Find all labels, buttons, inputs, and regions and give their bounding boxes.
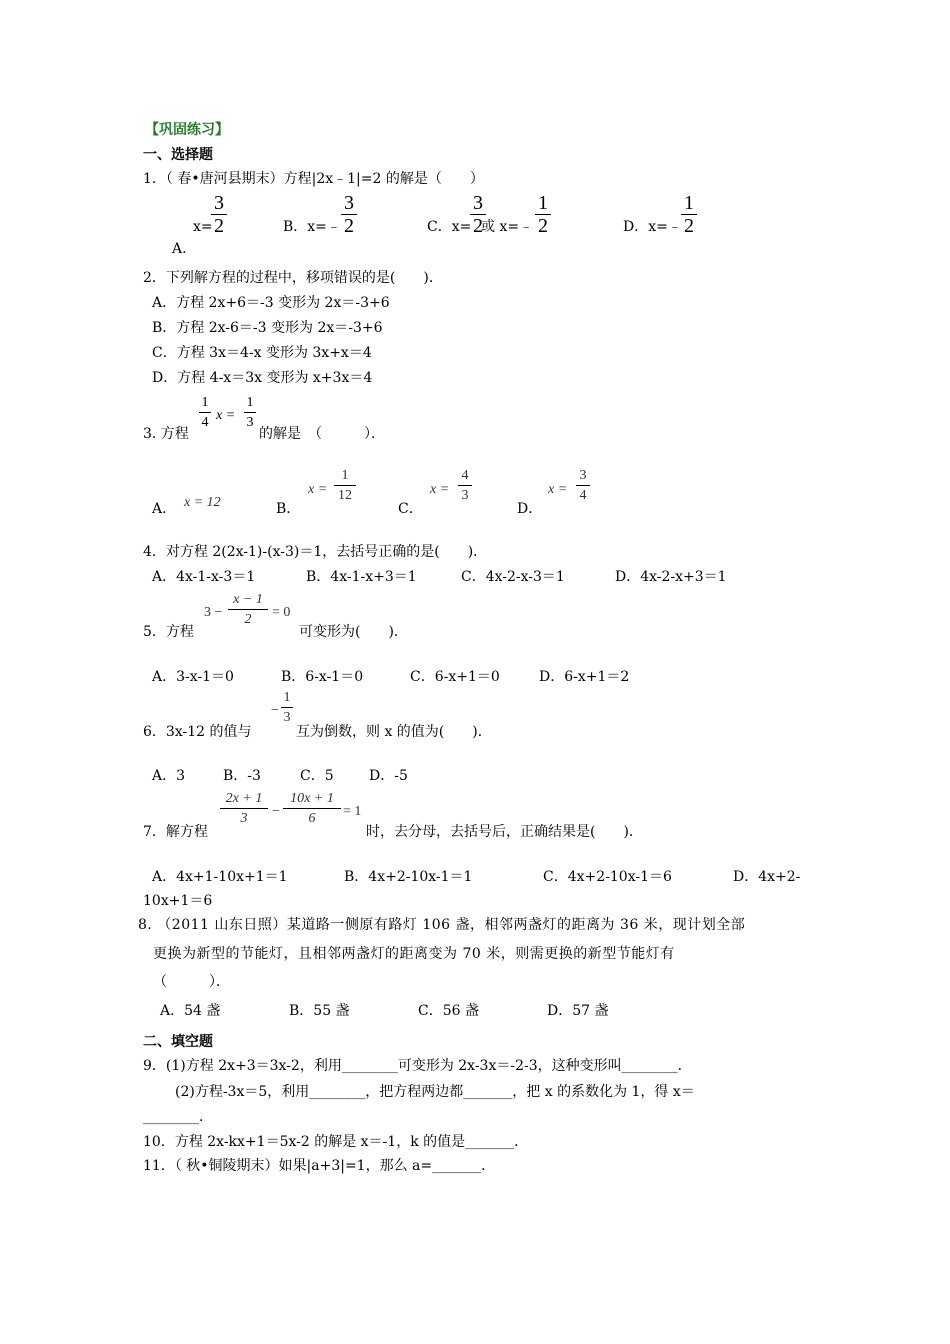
q1-option-c-fraction-2 (535, 193, 551, 236)
denominator: 2 (538, 215, 548, 237)
denominator: 12 (338, 488, 352, 503)
q8-line-2: 更换为新型的节能灯，且相邻两盏灯的距离变为 70 米，则需更换的新型节能灯有 (153, 946, 675, 962)
q7-stem-post: 时，去分母，去括号后，正确结果是( )． (366, 824, 643, 840)
q4-option-c: C．4x-2-x-3＝1 (461, 569, 565, 585)
denominator: 3 (461, 488, 469, 503)
q6-eq-fraction (281, 689, 293, 726)
q7-eq-fraction-1 (220, 790, 268, 827)
q6-option-d: D．-5 (369, 768, 408, 784)
numerator: 4 (461, 468, 469, 483)
q7-option-b: B．4x+2-10x-1＝1 (344, 869, 473, 885)
q7-eq-fraction-2 (283, 790, 341, 827)
q1-option-d-prefix: D．x=﹣ (623, 219, 682, 235)
q8-option-c: C．56 盏 (418, 1003, 479, 1019)
q9-line-3: ________． (143, 1109, 213, 1125)
numerator: 1 (538, 192, 548, 214)
q8-line-1: 8. （2011 山东日照）某道路一侧原有路灯 106 盏，相邻两盏灯的距离为 36 米，现计划全部 (138, 917, 746, 933)
q1-option-b-prefix: B．x=﹣ (283, 219, 341, 235)
q3-option-b-label: B． (276, 501, 301, 517)
q3-option-c-label: C． (398, 501, 423, 517)
q8-option-b: B．55 盏 (289, 1003, 350, 1019)
q2-option-d: D．方程 4-x＝3x 变形为 x+3x＝4 (152, 370, 373, 386)
q10-text: 10．方程 2x-kx+1＝5x-2 的解是 x＝-1，k 的值是_______． (143, 1134, 529, 1150)
denominator: 4 (201, 415, 209, 430)
numerator: 1 (246, 395, 254, 410)
q3-option-a-eq: x = 12 (184, 495, 221, 510)
q4-option-a: A．4x-1-x-3＝1 (152, 569, 256, 585)
numerator: 3 (579, 468, 587, 483)
section-title-choice: 一、选择题 (143, 147, 213, 163)
q3-option-c-fraction (458, 467, 472, 504)
q1-option-b-fraction (341, 193, 357, 236)
q1-option-a-fraction (211, 193, 227, 236)
q3-option-a-label: A． (152, 501, 177, 517)
q9-line-2: (2)方程-3x＝5，利用________，把方程两边都_______，把 x 的系数化为 1，得 x＝ (175, 1084, 695, 1100)
q7-option-c: C．4x+2-10x-1＝6 (543, 869, 672, 885)
q7-stem-pre: 7．解方程 (143, 824, 208, 840)
denominator: 2 (244, 612, 252, 627)
denominator: 3 (240, 811, 248, 826)
q2-option-a: A．方程 2x+6＝-3 变形为 2x＝-3+6 (152, 295, 390, 311)
denominator: 2 (473, 215, 483, 237)
q5-stem-pre: 5．方程 (143, 624, 194, 640)
q1-option-c-prefix: C．x= (427, 219, 472, 235)
q3-eq-fraction-2 (244, 394, 256, 431)
q7-option-d: D．4x+2- (733, 869, 801, 885)
q5-eq-fraction (228, 591, 268, 628)
q6-stem-pre: 6．3x-12 的值与 (143, 724, 252, 740)
q2-option-c: C．方程 3x＝4-x 变形为 3x+x＝4 (152, 345, 372, 361)
q6-eq-sign: − (271, 703, 279, 718)
q7-option-a: A．4x+1-10x+1＝1 (152, 869, 288, 885)
q7-eq-rhs: = 1 (343, 804, 362, 819)
denominator: 3 (246, 415, 254, 430)
denominator: 2 (344, 215, 354, 237)
q5-option-b: B．6-x-1＝0 (281, 669, 364, 685)
q3-option-c-lhs: x = (430, 482, 450, 497)
numerator: 10x + 1 (290, 791, 334, 806)
denominator: 4 (579, 488, 587, 503)
section-title-fill-in: 二、填空题 (143, 1034, 213, 1050)
q5-option-d: D．6-x+1＝2 (539, 669, 630, 685)
q2-option-b: B．方程 2x-6＝-3 变形为 2x＝-3+6 (152, 320, 383, 336)
q1-option-a-label: A. (172, 241, 187, 257)
q3-stem-post: 的解是 （ ）． (259, 426, 385, 442)
q2-stem: 2．下列解方程的过程中，移项错误的是( )． (143, 270, 443, 286)
numerator: 1 (283, 690, 291, 705)
q3-option-d-lhs: x = (548, 482, 568, 497)
q1-stem: 1．（ 春•唐河县期末）方程|2x﹣1|=2 的解是（ ） (143, 171, 484, 187)
q8-line-3: （ ）． (153, 974, 230, 990)
denominator: 2 (684, 215, 694, 237)
q3-option-b-lhs: x = (308, 482, 328, 497)
q6-option-c: C．5 (300, 768, 334, 784)
numerator: 3 (344, 192, 354, 214)
q5-eq-rhs: = 0 (272, 605, 291, 620)
q3-eq-fraction-1 (199, 394, 211, 431)
q8-option-a: A．54 盏 (160, 1003, 221, 1019)
q11-text: 11．（ 秋•铜陵期末）如果|a+3|=1，那么 a=_______． (143, 1158, 496, 1174)
q3-option-d-label: D． (517, 501, 543, 517)
q3-option-d-fraction (576, 467, 590, 504)
q5-option-c: C．6-x+1＝0 (410, 669, 500, 685)
q9-line-1: 9．(1)方程 2x+3＝3x-2，利用________可变形为 2x-3x＝-2-3，这种变形叫________． (143, 1058, 692, 1074)
numerator: x − 1 (233, 592, 263, 607)
denominator: 6 (308, 811, 316, 826)
denominator: 2 (214, 215, 224, 237)
q8-option-d: D．57 盏 (547, 1003, 609, 1019)
numerator: 1 (684, 192, 694, 214)
q5-eq-lhs: 3 − (204, 605, 223, 620)
numerator: 1 (341, 468, 349, 483)
numerator: 3 (214, 192, 224, 214)
section-header: 【巩固练习】 (145, 122, 229, 138)
q3-option-b-fraction (334, 467, 356, 504)
denominator: 3 (283, 710, 291, 725)
q4-option-d: D．4x-2-x+3＝1 (615, 569, 727, 585)
q7-eq-minus: − (272, 804, 280, 819)
q3-eq-middle: x = (216, 408, 236, 423)
q5-stem-post: 可变形为( )． (299, 624, 408, 640)
numerator: 2x + 1 (225, 791, 263, 806)
q6-option-a: A．3 (152, 768, 186, 784)
q3-stem-pre: 3. 方程 (143, 426, 189, 442)
q1-option-a-prefix: x= (193, 219, 213, 235)
q6-stem-post: 互为倒数，则 x 的值为( )． (296, 724, 492, 740)
q4-option-b: B．4x-1-x+3＝1 (306, 569, 417, 585)
numerator: 1 (201, 395, 209, 410)
q6-option-b: B．-3 (223, 768, 261, 784)
q5-option-a: A．3-x-1＝0 (152, 669, 234, 685)
q1-option-c-mid: 或 x=﹣ (481, 219, 534, 235)
q4-stem: 4．对方程 2(2x-1)-(x-3)＝1，去括号正确的是( )． (143, 544, 488, 560)
q7-option-d-continued: 10x+1＝6 (143, 893, 213, 909)
numerator: 3 (473, 192, 483, 214)
q1-option-d-fraction (681, 193, 697, 236)
